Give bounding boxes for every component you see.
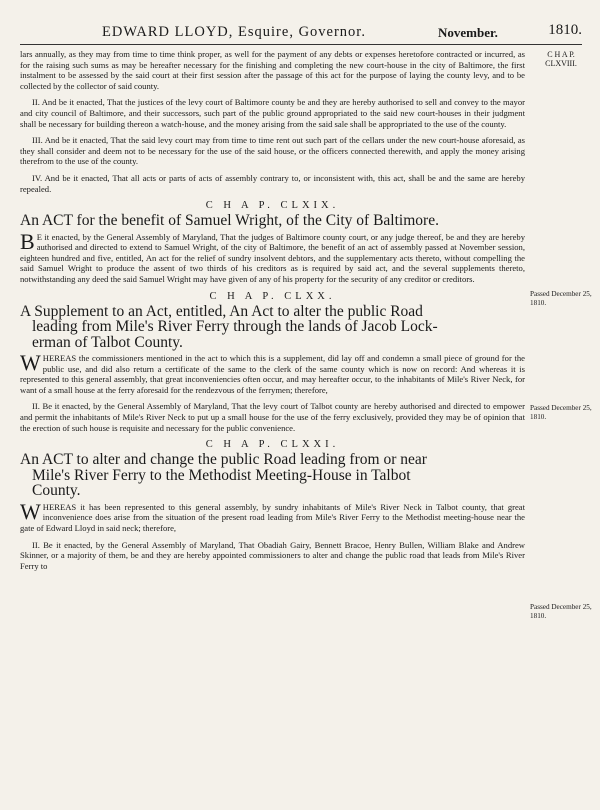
header-year: 1810. <box>548 22 582 38</box>
header-title: EDWARD LLOYD, Esquire, Governor. <box>102 24 366 40</box>
chapter-heading-clxxi: C H A P. CLXXI. <box>205 439 340 451</box>
margin-passed-note-clxix: Passed December 25, 1810. <box>530 290 592 307</box>
margin-passed-note-clxx: Passed December 25, 1810. <box>530 404 592 421</box>
act-section-2-clxx: II. Be it enacted, by the General Assembly of Maryland, That the levy court of Talbot county are hereby authorised and directed to empower and permit the inhabitants of Mile's River Neck to put up a small house for the use of the ferry exclusively, provided they may be of opinion that the erection of such house is requisite and necessary for the public convenience. <box>20 401 525 433</box>
document-body <box>20 49 525 571</box>
margin-chapter-note: C H A P. CLXVIII. <box>545 50 577 68</box>
act-title-clxix: An ACT for the benefit of Samuel Wright, of the City of Baltimore. <box>20 212 439 230</box>
act-title-line: An ACT to alter and change the public Road leading from or near <box>20 451 427 469</box>
act-text-clxxi <box>20 498 525 534</box>
act-title-line: County. <box>32 482 81 500</box>
act-title-line: Mile's River Ferry to the Methodist Meeting-House in Talbot <box>32 466 411 484</box>
act-text-clxx <box>20 350 525 395</box>
act-text-clxix <box>20 228 525 285</box>
chapter-heading-clxx: C H A P. CLXX. <box>209 290 336 302</box>
header-month: November. <box>438 25 498 40</box>
paragraph-section-4: IV. And be it enacted, That all acts or parts of acts of assembly contrary to, or inconsistent with, this act, shall be and the same are hereby repealed. <box>20 172 525 194</box>
drop-cap: W <box>20 350 41 376</box>
drop-cap: B <box>20 228 35 254</box>
drop-cap: W <box>20 498 41 524</box>
act-title-clxx <box>20 304 525 351</box>
act-title-line: leading from Mile's River Ferry through the lands of Jacob Lock- <box>32 318 438 336</box>
act-body-clxx: HEREAS the commissioners mentioned in the act to which this is a supplement, did lay off and condemn a small piece of ground for the public use, and did also return a certificate of the same to the clerk of the same county which is now on record: And whereas it is represented to this general assembly, that great inconveniencies often occur, and may hereafter occur, to the inhabitants of Mile's River Neck, for want of a small house at the ferry aforesaid for the rendezvous of the ferrymen; therefore, <box>20 353 525 395</box>
chapter-heading-clxix: C H A P. CLXIX. <box>205 200 340 212</box>
act-section-2-clxxi: II. Be it enacted, by the General Assembly of Maryland, That Obadiah Gairy, Bennett Bracoe, Henry Bullen, William Blake and Andrew Skinner, or a majority of them, be and they are hereby appointed commissioners to alter and change the public road that leads from Mile's River Ferry to <box>20 539 525 571</box>
act-title-line: erman of Talbot County. <box>32 333 183 351</box>
margin-passed-note-clxxi: Passed December 25, 1810. <box>530 603 592 620</box>
act-title-line: A Supplement to an Act, entitled, An Act to alter the public Road <box>20 302 423 320</box>
act-body-clxxi: HEREAS it has been represented to this general assembly, by sundry inhabitants of Mile's River Neck in Talbot county, that great inconvenience does arise from the situation of the present road leading from Mile's River Ferry to the Methodist meeting-house near the gate of Edward Lloyd in said neck; therefore, <box>20 501 525 533</box>
paragraph-section-3: III. And be it enacted, That the said levy court may from time to time rent out such part of the cellars under the new court-house aforesaid, as they shall consider and deem not to be necessary for the use of the said house, or the officers connected therewith, and apply the money arising therefrom to the use of the county. <box>20 135 525 167</box>
act-title-clxxi <box>20 452 525 499</box>
act-body-clxix: E it enacted, by the General Assembly of Maryland, That the judges of Baltimore county court, or any judge thereof, be and they are hereby authorised and directed to extend to Samuel Wright, of the city of Baltimore, the benefit of an act of assembly passed at November session, eighteen hundred and five, entitled, An act for the relief of sundry insolvent debtors, and the supplementary acts thereto, without compelling the said Samuel Wright to produce the assent of two thirds of his creditors as is required by said act, and the several supplements thereto, notwithstanding any deed the said Samuel Wright may have given of any of his property for the security of any creditor or creditors. <box>20 231 525 284</box>
paragraph-continued: lars annually, as they may from time to time think proper, as well for the payment of any debts or expenses heretofore contracted or incurred, as for the raising such sums as may be hereafter necessary for the finishing and completing the new court-house in the city of Baltimore, the first instalment to be assessed by the said court at their first session after the passage of this act for the purpose of laying the county levy, and to be collected by the collector of said county. <box>20 49 525 91</box>
paragraph-section-2: II. And be it enacted, That the justices of the levy court of Baltimore county be and they are hereby authorised to sell and convey to the mayor and city council of Baltimore, and their successors, such part of the public ground appropriated to the said new court-houses in their judgment shall be necessary for building thereon a watch-house, and the money arising from the said sale shall be appropriated to the use of the county. <box>20 97 525 129</box>
running-header <box>20 22 582 45</box>
